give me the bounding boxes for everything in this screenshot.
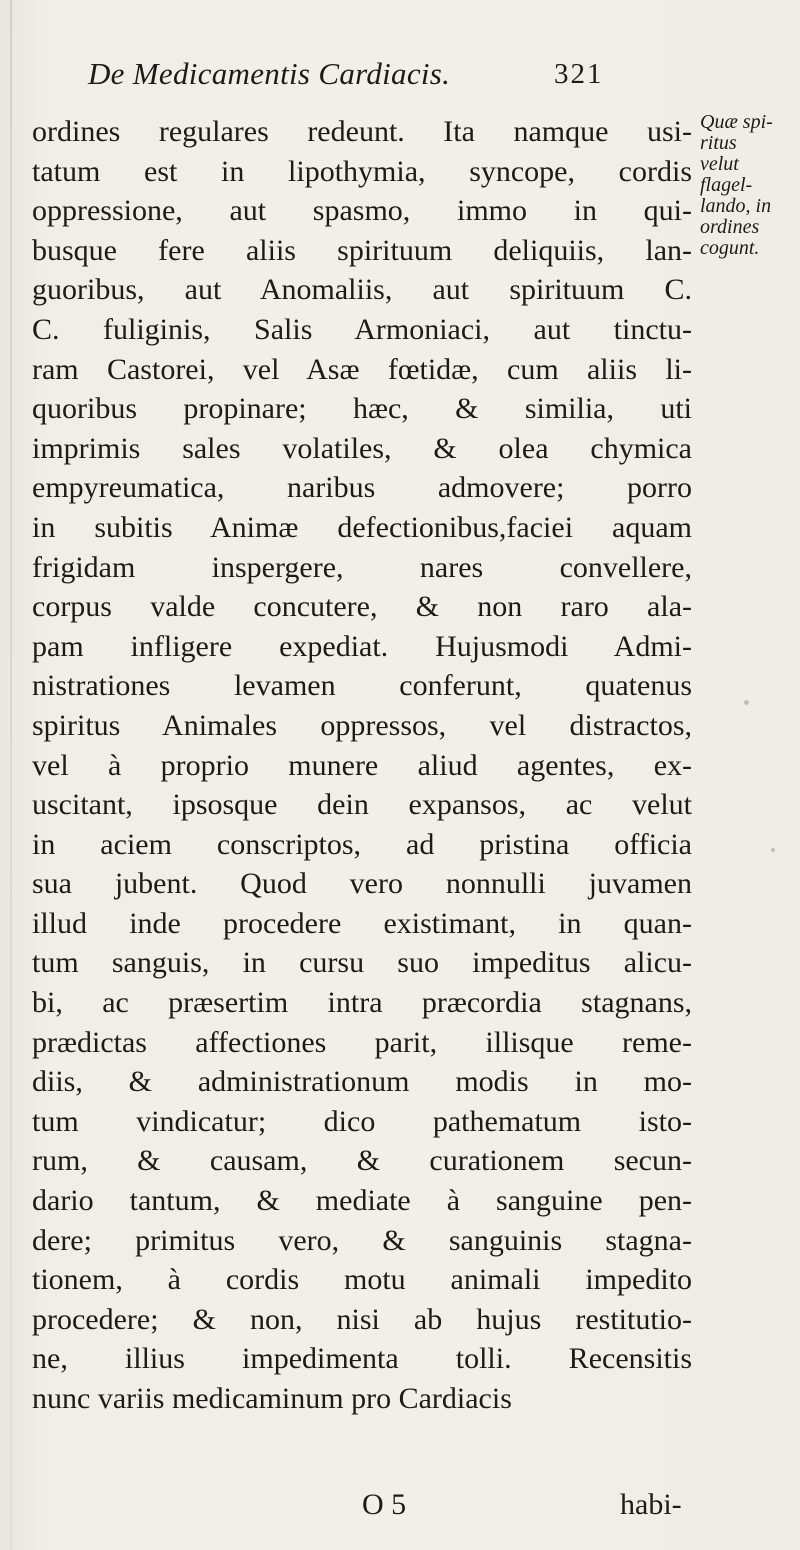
text-line: C. fuliginis, Salis Armoniaci, aut tinctu- xyxy=(32,312,692,346)
text-line: dario tantum, & mediate à sanguine pen- xyxy=(32,1184,692,1218)
text-line: prædictas affectiones parit, illisque reme- xyxy=(32,1025,692,1059)
page-footer xyxy=(32,1488,692,1528)
text-line: nunc variis medicaminum pro Cardiacis xyxy=(32,1382,512,1415)
text-line: in subitis Animæ defectionibus,faciei aquam xyxy=(32,510,692,544)
page-header xyxy=(88,56,648,106)
text-line: diis, & administrationum modis in mo- xyxy=(32,1065,692,1099)
text-line: tionem, à cordis motu animali impedito xyxy=(32,1263,692,1297)
text-line: tum vindicatur; dico pathematum isto- xyxy=(32,1104,692,1138)
margin-note-line: ritus xyxy=(700,132,737,154)
text-line: sua jubent. Quod vero nonnulli juvamen xyxy=(32,867,692,901)
text-line: imprimis sales volatiles, & olea chymica xyxy=(32,431,692,465)
text-line: procedere; & non, nisi ab hujus restitutio- xyxy=(32,1302,692,1336)
text-line: bi, ac præsertim intra præcordia stagnans, xyxy=(32,986,692,1020)
text-line: ne, illius impedimenta tolli. Recensitis xyxy=(32,1342,692,1376)
gutter-shadow xyxy=(10,0,12,1550)
text-line: rum, & causam, & curationem secun- xyxy=(32,1144,692,1178)
text-line: nistrationes levamen conferunt, quatenus xyxy=(32,669,692,703)
margin-note-line: velut xyxy=(700,153,739,175)
text-line: uscitant, ipsosque dein expansos, ac velut xyxy=(32,788,692,822)
catchword: habi- xyxy=(620,1488,682,1521)
text-line: guoribus, aut Anomaliis, aut spirituum C. xyxy=(32,273,692,307)
text-line: corpus valde concutere, & non raro ala- xyxy=(32,590,692,624)
margin-note-line: flagel- xyxy=(700,174,753,196)
paper-speck xyxy=(744,700,749,705)
page-number: 321 xyxy=(554,58,604,90)
text-line: empyreumatica, naribus admovere; porro xyxy=(32,471,692,505)
text-line: spiritus Animales oppressos, vel distractos, xyxy=(32,708,692,742)
text-line: pam infligere expediat. Hujusmodi Admi- xyxy=(32,629,692,663)
text-line: oppressione, aut spasmo, immo in qui- xyxy=(32,194,692,228)
text-line: in aciem conscriptos, ad pristina officia xyxy=(32,827,692,861)
margin-note xyxy=(700,112,796,259)
text-line: frigidam inspergere, nares convellere, xyxy=(32,550,692,584)
text-line: vel à proprio munere aliud agentes, ex- xyxy=(32,748,692,782)
text-line: illud inde procedere existimant, in quan- xyxy=(32,906,692,940)
text-line: quoribus propinare; hæc, & similia, uti xyxy=(32,392,692,426)
margin-note-line: ordines xyxy=(700,216,760,238)
margin-note-line: cogunt. xyxy=(700,237,760,259)
signature-mark: O 5 xyxy=(362,1488,407,1521)
body-text xyxy=(32,112,692,1419)
text-line: tatum est in lipothymia, syncope, cordis xyxy=(32,154,692,188)
text-line: ordines regulares redeunt. Ita namque usi- xyxy=(32,115,692,148)
running-head: De Medicamentis Cardiacis. xyxy=(88,56,451,91)
paper-speck xyxy=(771,848,775,852)
text-line: tum sanguis, in cursu suo impeditus alicu- xyxy=(32,946,692,980)
margin-note-line: lando, in xyxy=(700,195,772,217)
text-line: busque fere aliis spirituum deliquiis, lan- xyxy=(32,233,692,267)
text-line: ram Castorei, vel Asæ fœtidæ, cum aliis li- xyxy=(32,352,692,386)
text-line: dere; primitus vero, & sanguinis stagna- xyxy=(32,1223,692,1257)
margin-note-line: Quæ spi- xyxy=(700,111,773,133)
